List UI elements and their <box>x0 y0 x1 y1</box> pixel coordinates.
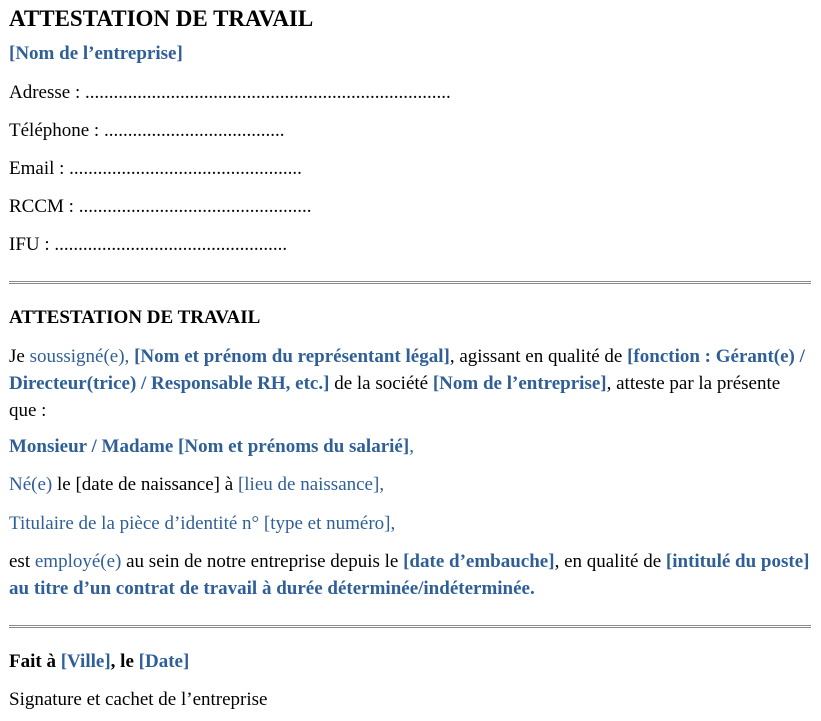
email-field: Email : ................................................. <box>9 158 302 179</box>
intro-agissant: , agissant en qualité de <box>449 346 628 367</box>
intro-societe: de la société <box>329 373 433 394</box>
intro-je: Je <box>9 346 30 367</box>
date-naissance-text: le [date de naissance] à <box>52 474 238 495</box>
lieu-naissance-placeholder: [lieu de naissance], <box>237 474 385 495</box>
salarie-line <box>9 436 414 458</box>
intro-soussigne: soussigné(e), <box>29 346 135 367</box>
date-embauche-placeholder: [date d’embauche] <box>403 551 555 572</box>
ne-label: Né(e) <box>9 474 53 495</box>
section-title: ATTESTATION DE TRAVAIL <box>9 307 261 328</box>
emploi-paragraph <box>9 548 811 602</box>
naissance-line <box>9 474 384 496</box>
intro-atteste: , atteste par la présente que : <box>9 373 781 421</box>
entreprise-placeholder: [Nom de l’entreprise] <box>432 373 607 394</box>
emploi-qualite: , en qualité de <box>554 551 666 572</box>
address-field: Adresse : ............................................................................. <box>9 82 451 103</box>
ifu-field: IFU : ................................................. <box>9 234 288 255</box>
le-label: , le <box>110 651 139 672</box>
identite-line: Titulaire de la pièce d’identité n° [type et numéro], <box>9 513 396 534</box>
signature-label: Signature et cachet de l’entreprise <box>9 689 268 710</box>
document-title: ATTESTATION DE TRAVAIL <box>9 6 314 31</box>
company-name-placeholder: [Nom de l’entreprise] <box>9 43 183 64</box>
poste-placeholder: [intitulé du poste] au titre d’un contrat de travail à durée déterminée/indéterminée. <box>9 551 810 599</box>
date-placeholder: [Date] <box>138 651 190 672</box>
fonction-placeholder: [fonction : Gérant(e) / Directeur(trice) / Responsable RH, etc.] <box>9 346 805 394</box>
footer-divider <box>9 625 811 628</box>
ville-placeholder: [Ville] <box>60 651 111 672</box>
salarie-placeholder: Monsieur / Madame [Nom et prénoms du salarié] <box>9 436 410 457</box>
fait-a-label: Fait à <box>9 651 61 672</box>
representant-placeholder: [Nom et prénom du représentant légal] <box>134 346 450 367</box>
fait-a-line <box>9 651 189 673</box>
intro-paragraph <box>9 343 811 424</box>
rccm-field: RCCM : ................................................. <box>9 196 312 217</box>
phone-field: Téléphone : ...................................... <box>9 120 285 141</box>
emploi-depuis: au sein de notre entreprise depuis le <box>121 551 404 572</box>
salarie-comma: , <box>409 436 414 457</box>
section-divider <box>9 281 811 284</box>
employe-label: employé(e) <box>34 551 122 572</box>
emploi-est: est <box>9 551 35 572</box>
